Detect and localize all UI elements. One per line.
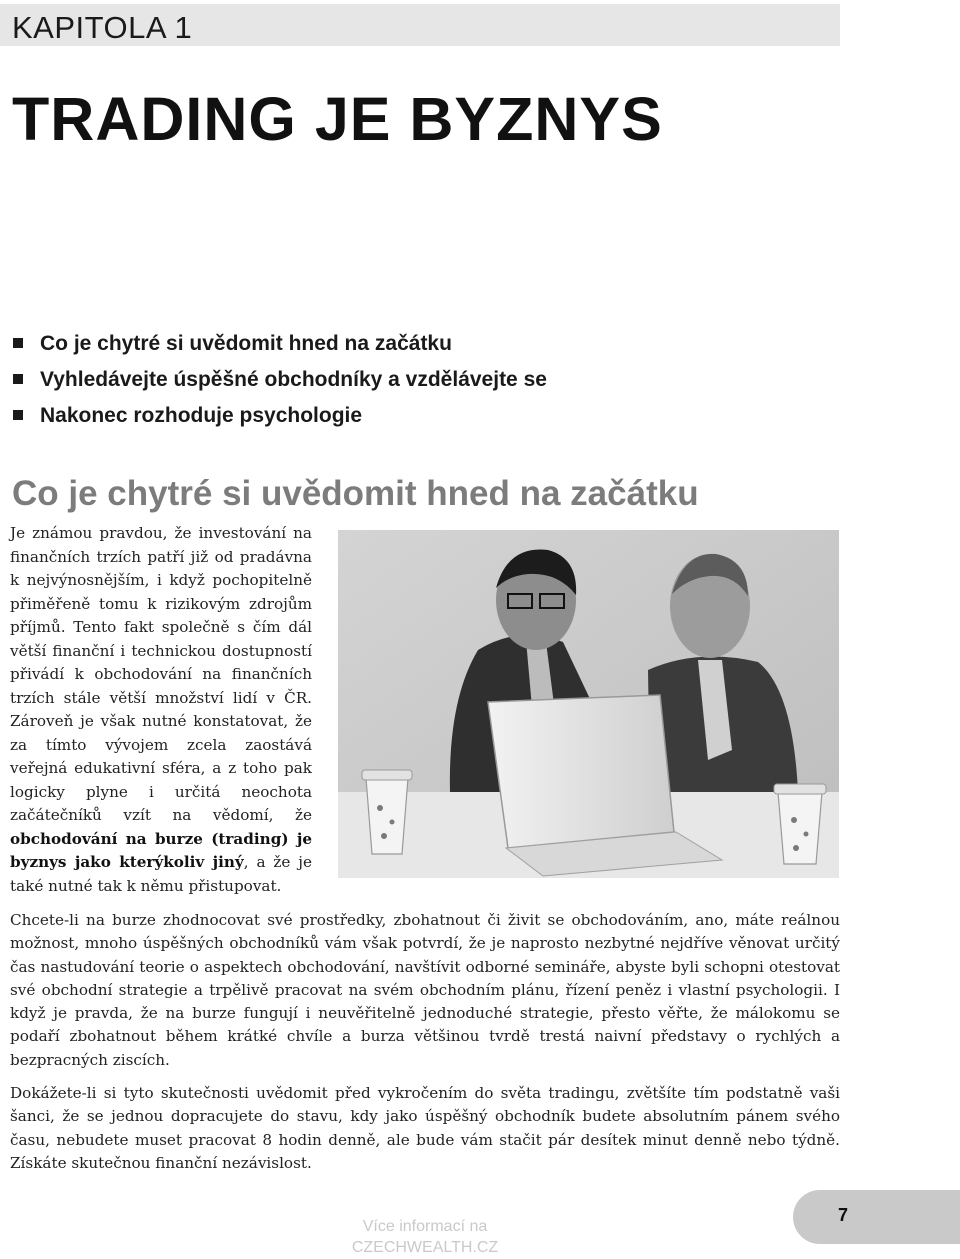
square-bullet-icon: [13, 410, 23, 420]
page-number: 7: [838, 1205, 849, 1225]
footer-promo[interactable]: [345, 1216, 505, 1258]
chapter-outline: [12, 328, 547, 436]
chapter-title: TRADING JE BYZNYS: [12, 85, 663, 153]
outline-item-label: Nakonec rozhoduje psychologie: [40, 404, 363, 427]
footer-promo-line-1: Více informací na: [362, 1218, 488, 1235]
square-bullet-icon: [13, 374, 23, 384]
body-paragraph-2: Dokážete-li si tyto skutečnosti uvědomit před vykročením do světa tradingu, zvětšíte tím podstatně vaši šanci, že se jednou dopracujete do stavu, kdy jako úspěšný obchodník budete absolutním pánem svého času, nebudete muset pracovat 8 hodin denně, ale bude vám stačit pár desítek minut denně nebo týdně. Získáte skutečnou finanční nezávislost.: [10, 1084, 840, 1172]
page-number-tab: [793, 1190, 960, 1244]
intro-text-end: , a že je také nutné tak k němu přistupovat.: [10, 853, 312, 895]
business-photo: [338, 530, 839, 878]
footer-promo-link[interactable]: CZECHWEALTH.CZ: [351, 1239, 499, 1256]
body-paragraph-1: Chcete-li na burze zhodnocovat své prostředky, zbohatnout či živit se obchodováním, ano, máte reálnou možnost, mnoho úspěšných obchodníků vám však potvrdí, že je naprosto nezbytné nejdříve věnovat určitý čas nastudování teorie o aspektech obchodování, navštívit odborné semináře, abyste byli schopni otestovat své obchodní strategie a trpělivě pracovat na svém obchodním plánu, řízení peněz i vlastní psychologii. I když je pravda, že na burze fungují i neuvěřitelně jednoduché strategie, přesto věřte, že málokomu se podaří zbohatnout během krátké chvíle a burza většinou tvrdě trestá naivní představy o rychlých a bezpracných ziscích.: [10, 911, 840, 1069]
intro-paragraph: [10, 522, 312, 898]
square-bullet-icon: [13, 338, 23, 348]
outline-item: [12, 364, 547, 400]
outline-item: [12, 400, 547, 436]
outline-item: [12, 328, 547, 364]
outline-item-label: Vyhledávejte úspěšné obchodníky a vzdělávejte se: [40, 368, 547, 391]
outline-item-label: Co je chytré si uvědomit hned na začátku: [40, 332, 452, 355]
chapter-header-bar: [0, 4, 840, 46]
intro-text-start: Je známou pravdou, že investování na finančních trzích patří již od pradávna k nejvýnosnějším, i když pochopitelně přiměřeně tomu k rizikovým zdrojům příjmů. Tento fakt společně s čím dál větší finanční i technickou dostupností přivádí k obchodování na finančních trzích stále větší množství lidí v ČR. Zároveň je však nutné konstatovat, že za tímto vývojem zcela zaostává veřejná edukativní sféra, a z toho pak logicky plyne i určitá neochota začátečníků vzít na vědomí, že: [10, 524, 312, 824]
section-heading: Co je chytré si uvědomit hned na začátku: [12, 474, 699, 513]
intro-text-emphasis: obchodování na burze (trading) je byznys jako kterýkoliv jiný: [10, 829, 312, 871]
chapter-label: KAPITOLA 1: [12, 10, 193, 45]
